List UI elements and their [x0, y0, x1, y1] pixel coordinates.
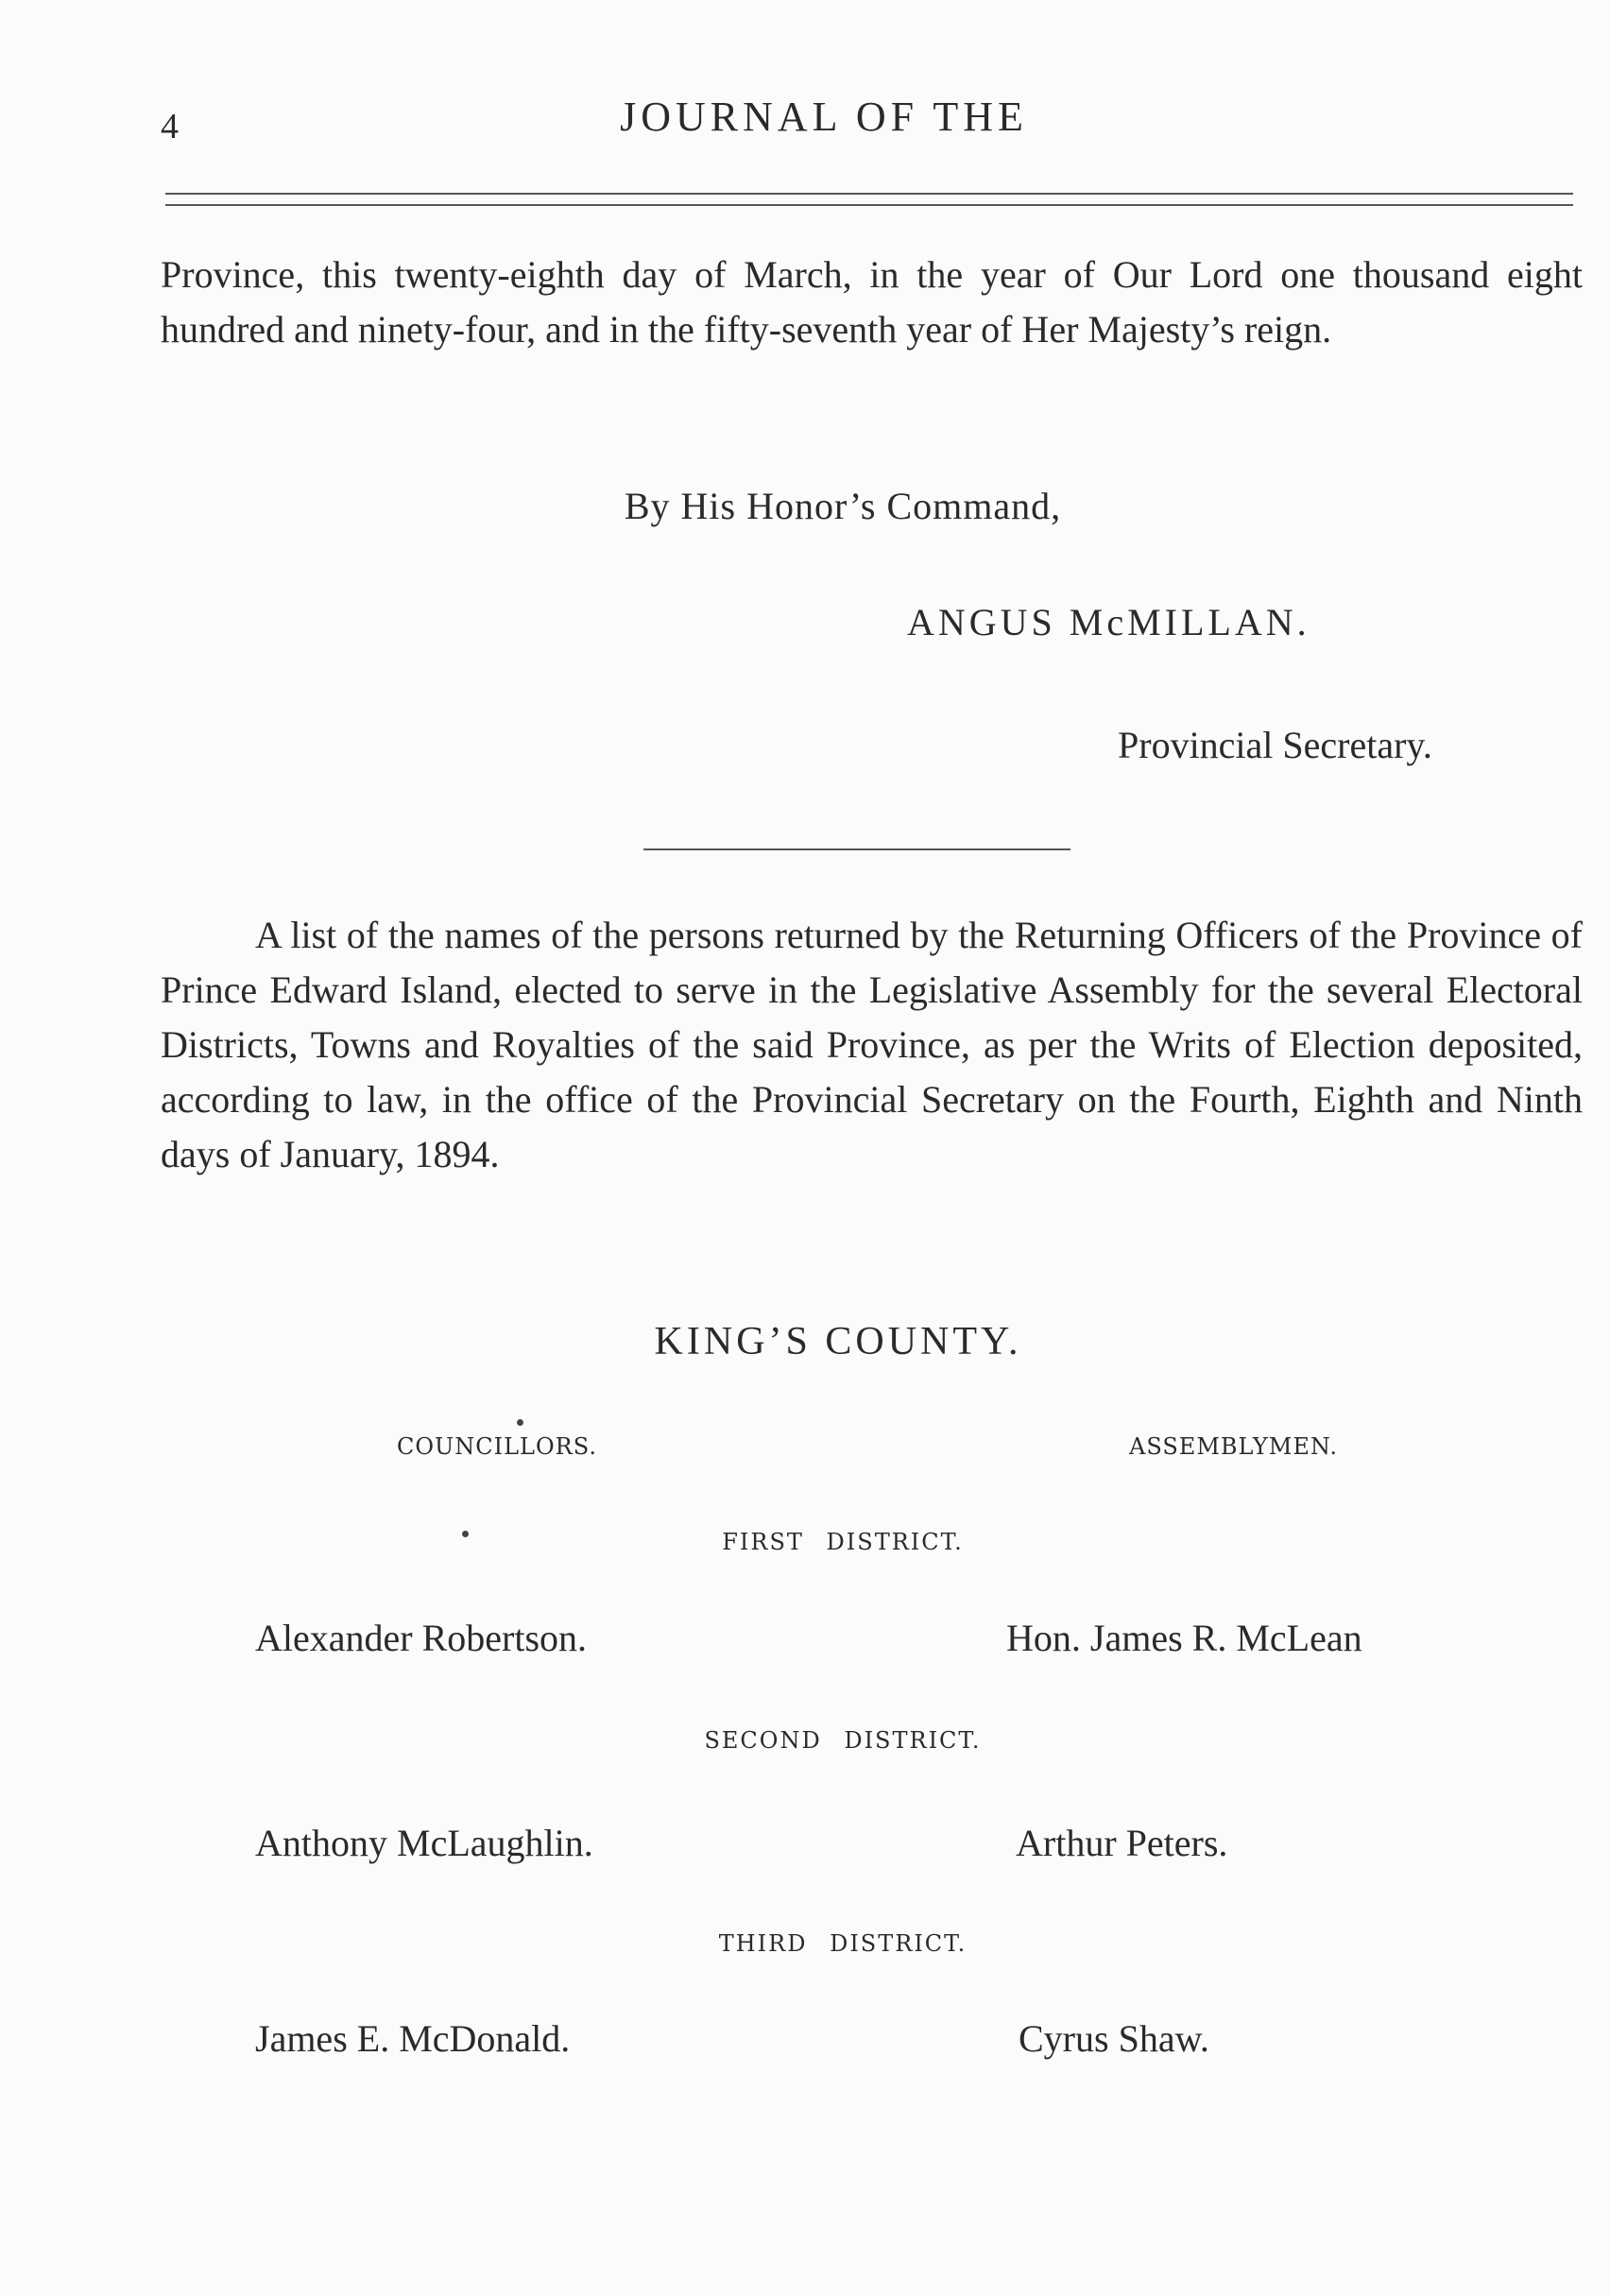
assemblyman-name: Hon. James R. McLean [1006, 1617, 1362, 1659]
ink-speck [517, 1419, 523, 1426]
district-label: SECOND DISTRICT. [704, 1727, 982, 1754]
assemblyman-name: Arthur Peters. [1016, 1822, 1228, 1864]
column-label-councillors: COUNCILLORS. [397, 1433, 597, 1460]
county-heading: KING’S COUNTY. [654, 1320, 1022, 1363]
column-label-assemblymen: ASSEMBLYMEN. [1129, 1433, 1338, 1460]
signatory-title: Provincial Secretary. [1118, 724, 1432, 766]
running-head: JOURNAL OF THE [620, 94, 1028, 140]
councillor-name: Alexander Robertson. [255, 1617, 588, 1659]
list-intro-paragraph: A list of the names of the persons returned by the Returning Officers of the Province of Prince Edward Island, elected to serve in the Legislative Assembly for the several Electoral Districts, Towns and Royalties of the said Province, as per the Writs of Election deposited, according to law, in the office of the Provincial Secretary on the Fourth, Eighth and Ninth days of January, 1894. [161, 914, 1583, 1175]
signatory-name: ANGUS McMILLAN. [907, 601, 1310, 643]
councillor-name: Anthony McLaughlin. [255, 1822, 593, 1864]
header-rule [165, 204, 1573, 206]
proclamation-closing-paragraph: Province, this twenty-eighth day of March, in the year of Our Lord one thousand eight hundred and ninety-four, and in the fifty-seventh year of Her Majesty’s reign. [161, 253, 1583, 351]
header-rule [165, 193, 1573, 195]
assemblyman-name: Cyrus Shaw. [1019, 2017, 1209, 2060]
page-number: 4 [161, 107, 179, 146]
councillor-name: James E. McDonald. [255, 2017, 571, 2060]
section-divider [643, 848, 1070, 850]
district-label: THIRD DISTRICT. [718, 1930, 968, 1957]
command-line: By His Honor’s Command, [624, 485, 1062, 527]
district-label: FIRST DISTRICT. [722, 1529, 964, 1555]
